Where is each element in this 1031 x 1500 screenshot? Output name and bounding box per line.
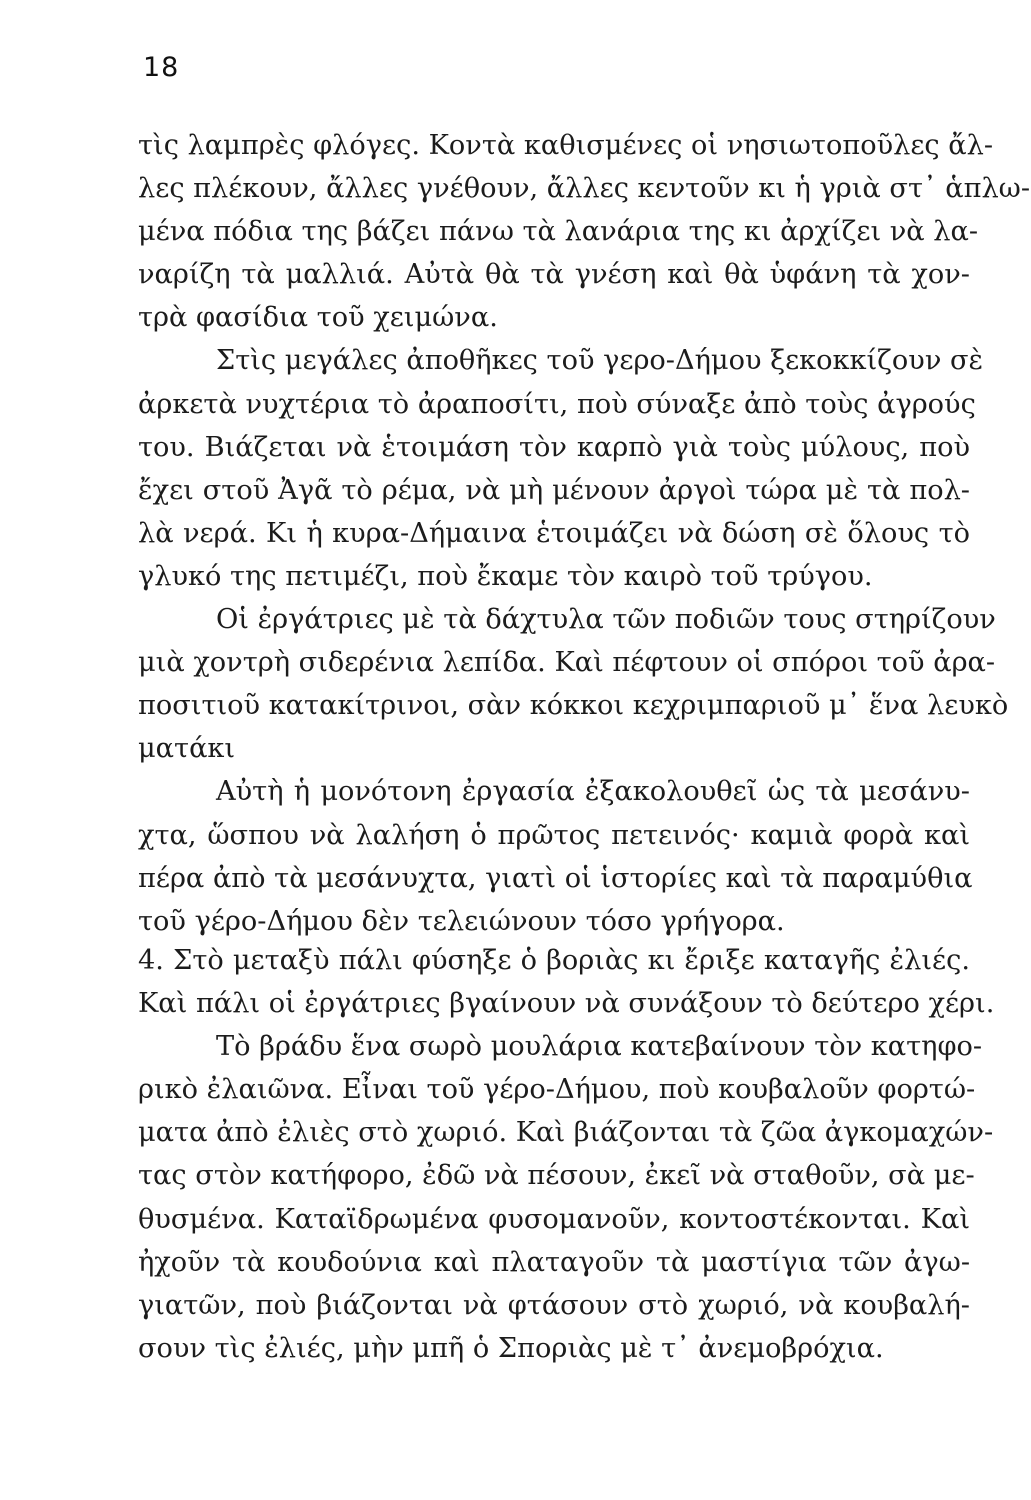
- text-line: Τὸ βράδυ ἕνα σωρὸ μουλάρια κατεβαίνουν τὸν κατηφο-: [216, 1031, 983, 1063]
- text-line: ρικὸ ἐλαιῶνα. Εἶναι τοῦ γέρο-Δήμου, ποὺ κουβαλοῦν φορτώ-: [138, 1074, 976, 1106]
- text-line: ματάκι: [138, 733, 236, 765]
- text-line: ἠχοῦν τὰ κουδούνια καὶ πλαταγοῦν τὰ μαστίγια τῶν ἀγω-: [138, 1246, 970, 1278]
- text-line: τρὰ φασίδια τοῦ χειμώνα.: [138, 302, 498, 334]
- text-line: ἔχει στοῦ Ἀγᾶ τὸ ρέμα, νὰ μὴ μένουν ἀργοὶ τώρα μὲ τὰ πολ-: [138, 474, 970, 506]
- text-line: πέρα ἀπὸ τὰ μεσάνυχτα, γιατὶ οἱ ἱστορίες καὶ τὰ παραμύθια: [138, 862, 973, 894]
- text-line: λες πλέκουν, ἄλλες γνέθουν, ἄλλες κεντοῦν κι ἡ γριὰ στ᾽ ἁπλω-: [138, 173, 1031, 205]
- text-line: Οἱ ἐργάτριες μὲ τὰ δάχτυλα τῶν ποδιῶν τους στηρίζουν: [216, 604, 996, 636]
- text-line: σουν τὶς ἐλιές, μὴν μπῆ ὁ Σποριὰς μὲ τ᾽ ἀνεμοβρόχια.: [138, 1332, 884, 1364]
- text-line: θυσμένα. Καταϊδρωμένα φυσομανοῦν, κοντοστέκονται. Καὶ: [138, 1203, 970, 1235]
- text-line: ματα ἀπὸ ἐλιὲς στὸ χωριό. Καὶ βιάζονται τὰ ζῶα ἀγκομαχών-: [138, 1117, 994, 1149]
- text-line: τας στὸν κατήφορο, ἐδῶ νὰ πέσουν, ἐκεῖ νὰ σταθοῦν, σὰ με-: [138, 1160, 975, 1192]
- text-line: Αὐτὴ ἡ μονότονη ἐργασία ἐξακολουθεῖ ὡς τὰ μεσάνυ-: [216, 776, 970, 808]
- text-line: τοῦ γέρο-Δήμου δὲν τελειώνουν τόσο γρήγορα.: [138, 905, 785, 937]
- text-line: γιατῶν, ποὺ βιάζονται νὰ φτάσουν στὸ χωριό, νὰ κουβαλή-: [138, 1289, 970, 1321]
- text-section-2: [138, 939, 995, 1370]
- text-line: του. Βιάζεται νὰ ἑτοιμάση τὸν καρπὸ γιὰ τοὺς μύλους, ποὺ: [138, 431, 970, 463]
- text-line: ἀρκετὰ νυχτέρια τὸ ἀραποσίτι, ποὺ σύναξε ἀπὸ τοὺς ἀγρούς: [138, 388, 976, 420]
- text-line: ναρίζη τὰ μαλλιά. Αὐτὰ θὰ τὰ γνέση καὶ θὰ ὑφάνη τὰ χον-: [138, 259, 970, 291]
- text-line: 4. Στὸ μεταξὺ πάλι φύσηξε ὁ βοριὰς κι ἔριξε καταγῆς ἐλιές.: [138, 945, 970, 976]
- text-line: ποσιτιοῦ κατακίτρινοι, σὰν κόκκοι κεχριμπαριοῦ μ᾽ ἕνα λευκὸ: [138, 690, 1009, 722]
- text-line: λὰ νερά. Κι ἡ κυρα-Δήμαινα ἑτοιμάζει νὰ δώση σὲ ὅλους τὸ: [138, 517, 970, 549]
- text-line: μένα πόδια της βάζει πάνω τὰ λανάρια της κι ἀρχίζει νὰ λα-: [138, 216, 979, 248]
- text-section-1: [138, 124, 1031, 943]
- text-line: Στὶς μεγάλες ἀποθῆκες τοῦ γερο-Δήμου ξεκοκκίζουν σὲ: [216, 345, 984, 377]
- text-line: μιὰ χοντρὴ σιδερένια λεπίδα. Καὶ πέφτουν οἱ σπόροι τοῦ ἀρα-: [138, 647, 996, 679]
- text-line: χτα, ὥσπου νὰ λαλήση ὁ πρῶτος πετεινός· καμιὰ φορὰ καὶ: [138, 819, 970, 851]
- text-line: Καὶ πάλι οἱ ἐργάτριες βγαίνουν νὰ συνάξουν τὸ δεύτερο χέρι.: [138, 988, 995, 1020]
- text-line: γλυκό της πετιμέζι, ποὺ ἔκαμε τὸν καιρὸ τοῦ τρύγου.: [138, 560, 873, 592]
- text-line: τὶς λαμπρὲς φλόγες. Κοντὰ καθισμένες οἱ νησιωτοποῦλες ἄλ-: [138, 130, 994, 161]
- page-number: 18: [143, 52, 180, 83]
